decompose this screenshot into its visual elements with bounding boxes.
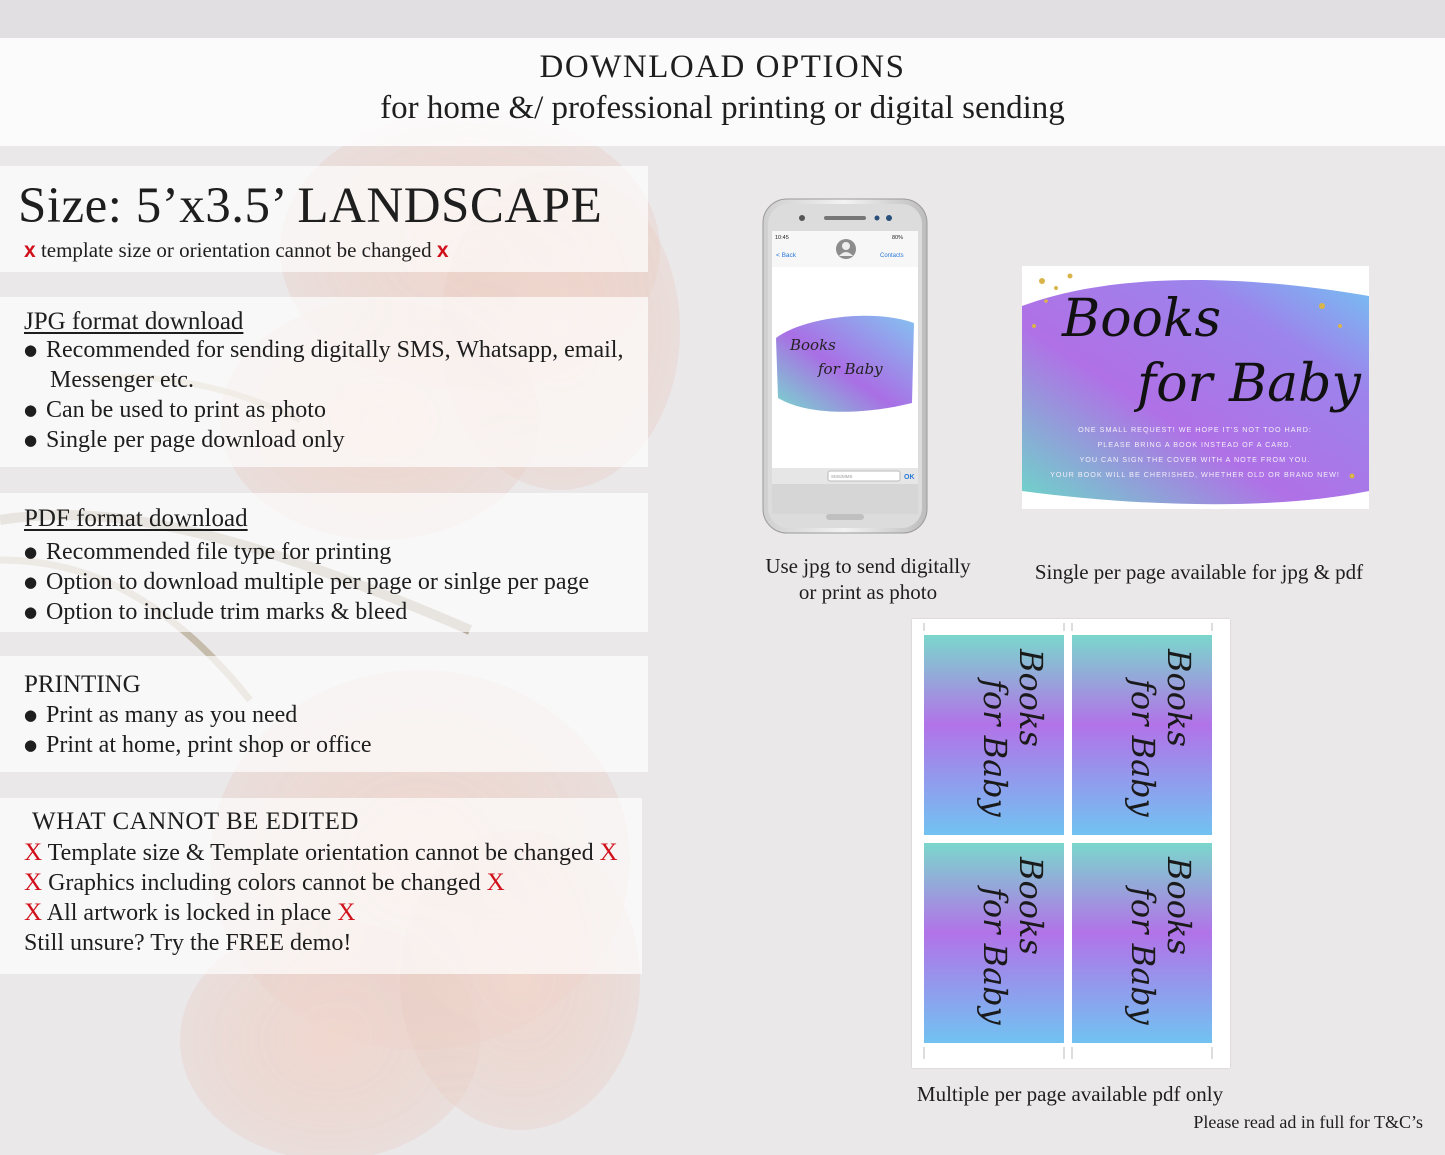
list-item: ● Option to include trim marks & bleed	[24, 597, 589, 627]
size-panel	[0, 166, 648, 272]
card-body-line: YOU CAN SIGN THE COVER WITH A NOTE FROM YOU.	[1079, 455, 1311, 464]
single-card-preview	[1022, 266, 1369, 509]
phone-contacts: Contacts	[880, 253, 904, 259]
sheet-card-title: Books	[1160, 857, 1198, 955]
size-note	[24, 237, 449, 264]
multiple-per-page-sheet	[912, 619, 1230, 1068]
page-title: DOWNLOAD OPTIONS	[539, 49, 906, 85]
jpg-title: JPG format download	[24, 308, 244, 335]
sheet-cards	[912, 619, 1230, 1068]
printing-panel	[0, 656, 648, 772]
x-mark: x	[436, 239, 449, 262]
card-body-line: ONE SMALL REQUEST! WE HOPE IT'S NOT TOO HARD:	[1078, 425, 1312, 434]
single-caption: Single per page available for jpg & pdf	[1034, 560, 1364, 584]
page-subtitle: for home &/ professional printing or digital sending	[380, 90, 1065, 126]
size-title: Size: 5’x3.5’ LANDSCAPE	[18, 178, 603, 234]
phone-caption: Use jpg to send digitally or print as photo	[765, 554, 971, 604]
jpg-bullets	[24, 335, 623, 455]
card-body-line: PLEASE BRING A BOOK INSTEAD OF A CARD.	[1097, 440, 1293, 449]
list-item: ● Print at home, print shop or office	[24, 730, 372, 760]
multiple-caption: Multiple per page available pdf only	[916, 1082, 1224, 1106]
list-item: X Graphics including colors cannot be changed X	[24, 869, 505, 896]
footnote: Please read ad in full for T&C’s	[1193, 1112, 1423, 1132]
list-item: ● Recommended for sending digitally SMS, Whatsapp, email, Messenger etc.	[24, 335, 623, 395]
jpg-panel	[0, 297, 648, 467]
pdf-panel	[0, 493, 648, 632]
list-item: ● Single per page download only	[24, 425, 623, 455]
phone-time: 10:45	[775, 235, 789, 241]
demo-line: Still unsure? Try the FREE demo!	[24, 930, 352, 956]
not-editable-panel	[0, 798, 642, 974]
pdf-bullets	[24, 537, 589, 627]
sheet-card-title: Books	[1012, 857, 1050, 955]
list-item: ● Can be used to print as photo	[24, 395, 623, 425]
sheet-card-title: for Baby	[976, 679, 1014, 817]
printing-bullets	[24, 700, 372, 760]
sheet-card-title: Books	[1012, 649, 1050, 747]
sheet-card-title: Books	[1160, 649, 1198, 747]
pdf-title: PDF format download	[24, 505, 248, 532]
top-strip	[0, 0, 1445, 38]
phone-back: < Back	[776, 252, 797, 259]
x-mark: x	[24, 239, 36, 262]
list-item: ● Option to download multiple per page or sinlge per page	[24, 567, 589, 597]
phone-card-title: Books	[790, 336, 836, 354]
not-editable-title: WHAT CANNOT BE EDITED	[32, 808, 359, 835]
phone-ok-button[interactable]: OK	[904, 474, 915, 481]
card-title-books: Books	[1062, 289, 1222, 349]
sheet-card-title: for Baby	[1124, 679, 1162, 817]
list-item: X Template size & Template orientation cannot be changed X	[24, 839, 618, 866]
phone-card-title: for Baby	[818, 360, 883, 378]
list-item: ● Print as many as you need	[24, 700, 372, 730]
phone-mockup	[762, 198, 928, 534]
card-body-line: YOUR BOOK WILL BE CHERISHED, WHETHER OLD OR BRAND NEW!	[1050, 470, 1340, 479]
page-header	[0, 38, 1445, 146]
phone-battery: 80%	[892, 235, 904, 241]
list-item: X All artwork is locked in place X	[24, 899, 356, 926]
phone-input-placeholder: SMS/MMS	[831, 474, 853, 479]
card-title-for-baby: for Baby	[1137, 354, 1361, 414]
size-note-text: template size or orientation cannot be changed	[40, 238, 432, 262]
list-item: ● Recommended file type for printing	[24, 537, 589, 567]
not-editable-lines	[24, 838, 618, 958]
sheet-card-title: for Baby	[976, 887, 1014, 1025]
sheet-card-title: for Baby	[1124, 887, 1162, 1025]
printing-title: PRINTING	[24, 671, 141, 698]
